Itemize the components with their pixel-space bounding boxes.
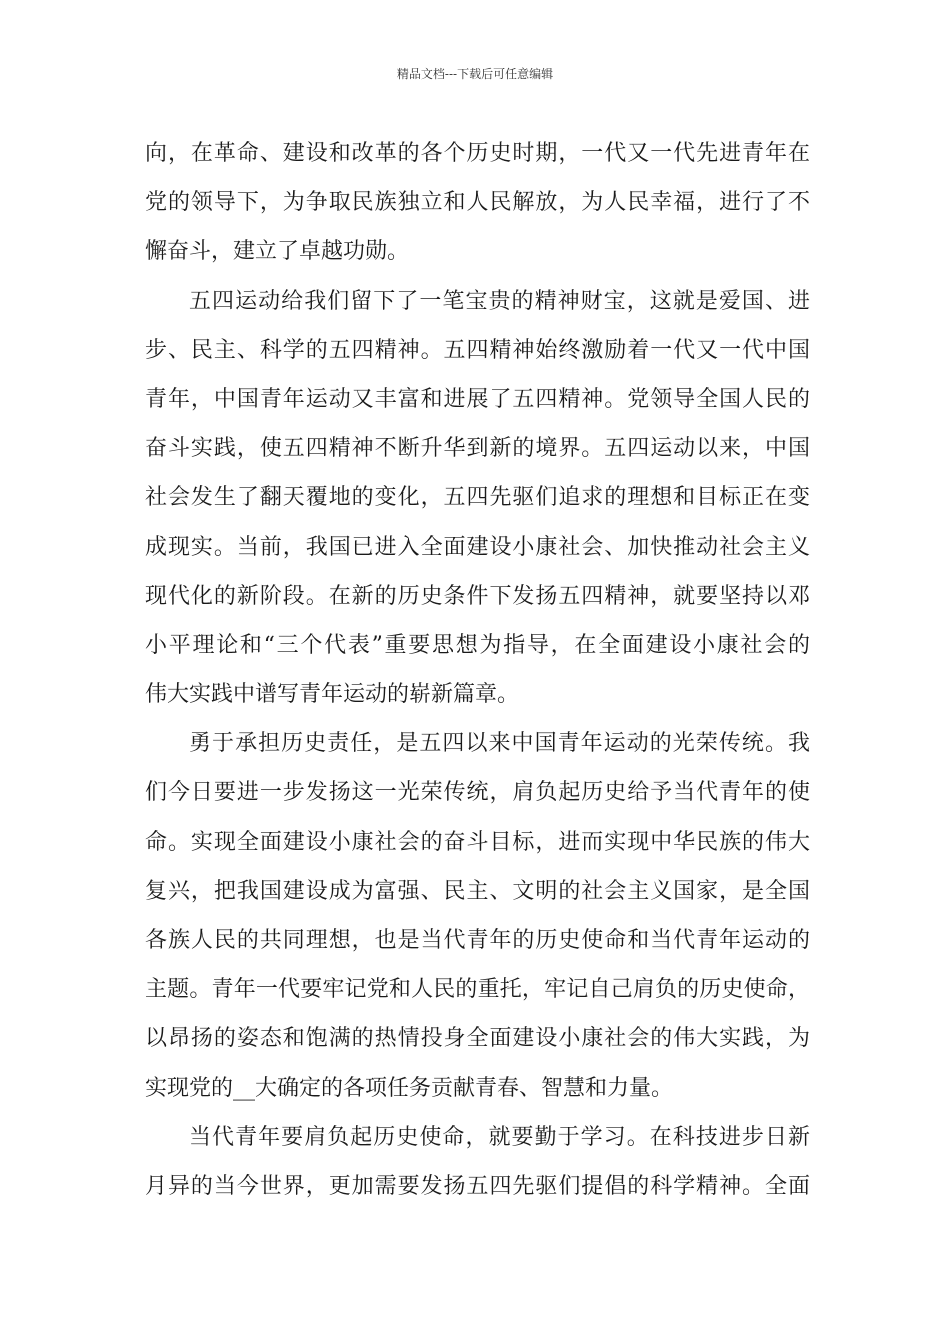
text-line: 成现实。当前，我国已进入全面建设小康社会、加快推动社会主义 (145, 534, 810, 560)
paragraph-first-line: 当代青年要肩负起历史使命，就要勤于学习。在科技进步日新 (189, 1124, 810, 1150)
text-line: 主题。青年一代要牢记党和人民的重托，牢记自己肩负的历史使命， (145, 977, 810, 1003)
text-line: 实现党的__大确定的各项任务贡献青春、智慧和力量。 (145, 1075, 674, 1101)
text-line: 以昂扬的姿态和饱满的热情投身全面建设小康社会的伟大实践，为 (145, 1026, 810, 1052)
text-line: 月异的当今世界，更加需要发扬五四先驱们提倡的科学精神。全面 (145, 1173, 810, 1199)
text-line: 各族人民的共同理想，也是当代青年的历史使命和当代青年运动的 (145, 928, 810, 953)
text-line: 们今日要进一步发扬这一光荣传统，肩负起历史给予当代青年的使 (145, 780, 810, 806)
text-line: 现代化的新阶段。在新的历史条件下发扬五四精神，就要坚持以邓 (145, 583, 810, 609)
paragraph-first-line: 五四运动给我们留下了一笔宝贵的精神财宝，这就是爱国、进 (189, 288, 810, 314)
text-line: 向，在革命、建设和改革的各个历史时期，一代又一代先进青年在 (145, 141, 810, 166)
document-body (145, 129, 810, 1211)
text-line: 社会发生了翻天覆地的变化，五四先驱们追求的理想和目标正在变 (145, 485, 810, 511)
text-line: 命。实现全面建设小康社会的奋斗目标，进而实现中华民族的伟大 (145, 829, 810, 855)
text-line: 伟大实践中谱写青年运动的崭新篇章。 (145, 682, 520, 708)
page-header: 精品文档---下载后可任意编辑 (396, 67, 554, 81)
text-line: 青年，中国青年运动又丰富和进展了五四精神。党领导全国人民的 (145, 386, 810, 412)
text-line: 奋斗实践，使五四精神不断升华到新的境界。五四运动以来，中国 (145, 436, 810, 462)
text-line: 复兴，把我国建设成为富强、民主、文明的社会主义国家，是全国 (145, 878, 810, 904)
text-line: 小平理论和“三个代表”重要思想为指导，在全面建设小康社会的 (145, 632, 810, 658)
paragraph-first-line: 勇于承担历史责任，是五四以来中国青年运动的光荣传统。我 (189, 731, 810, 757)
text-line: 懈奋斗，建立了卓越功勋。 (145, 239, 410, 265)
text-line: 党的领导下，为争取民族独立和人民解放，为人民幸福，进行了不 (145, 190, 810, 216)
text-line: 步、民主、科学的五四精神。五四精神始终激励着一代又一代中国 (145, 337, 810, 363)
